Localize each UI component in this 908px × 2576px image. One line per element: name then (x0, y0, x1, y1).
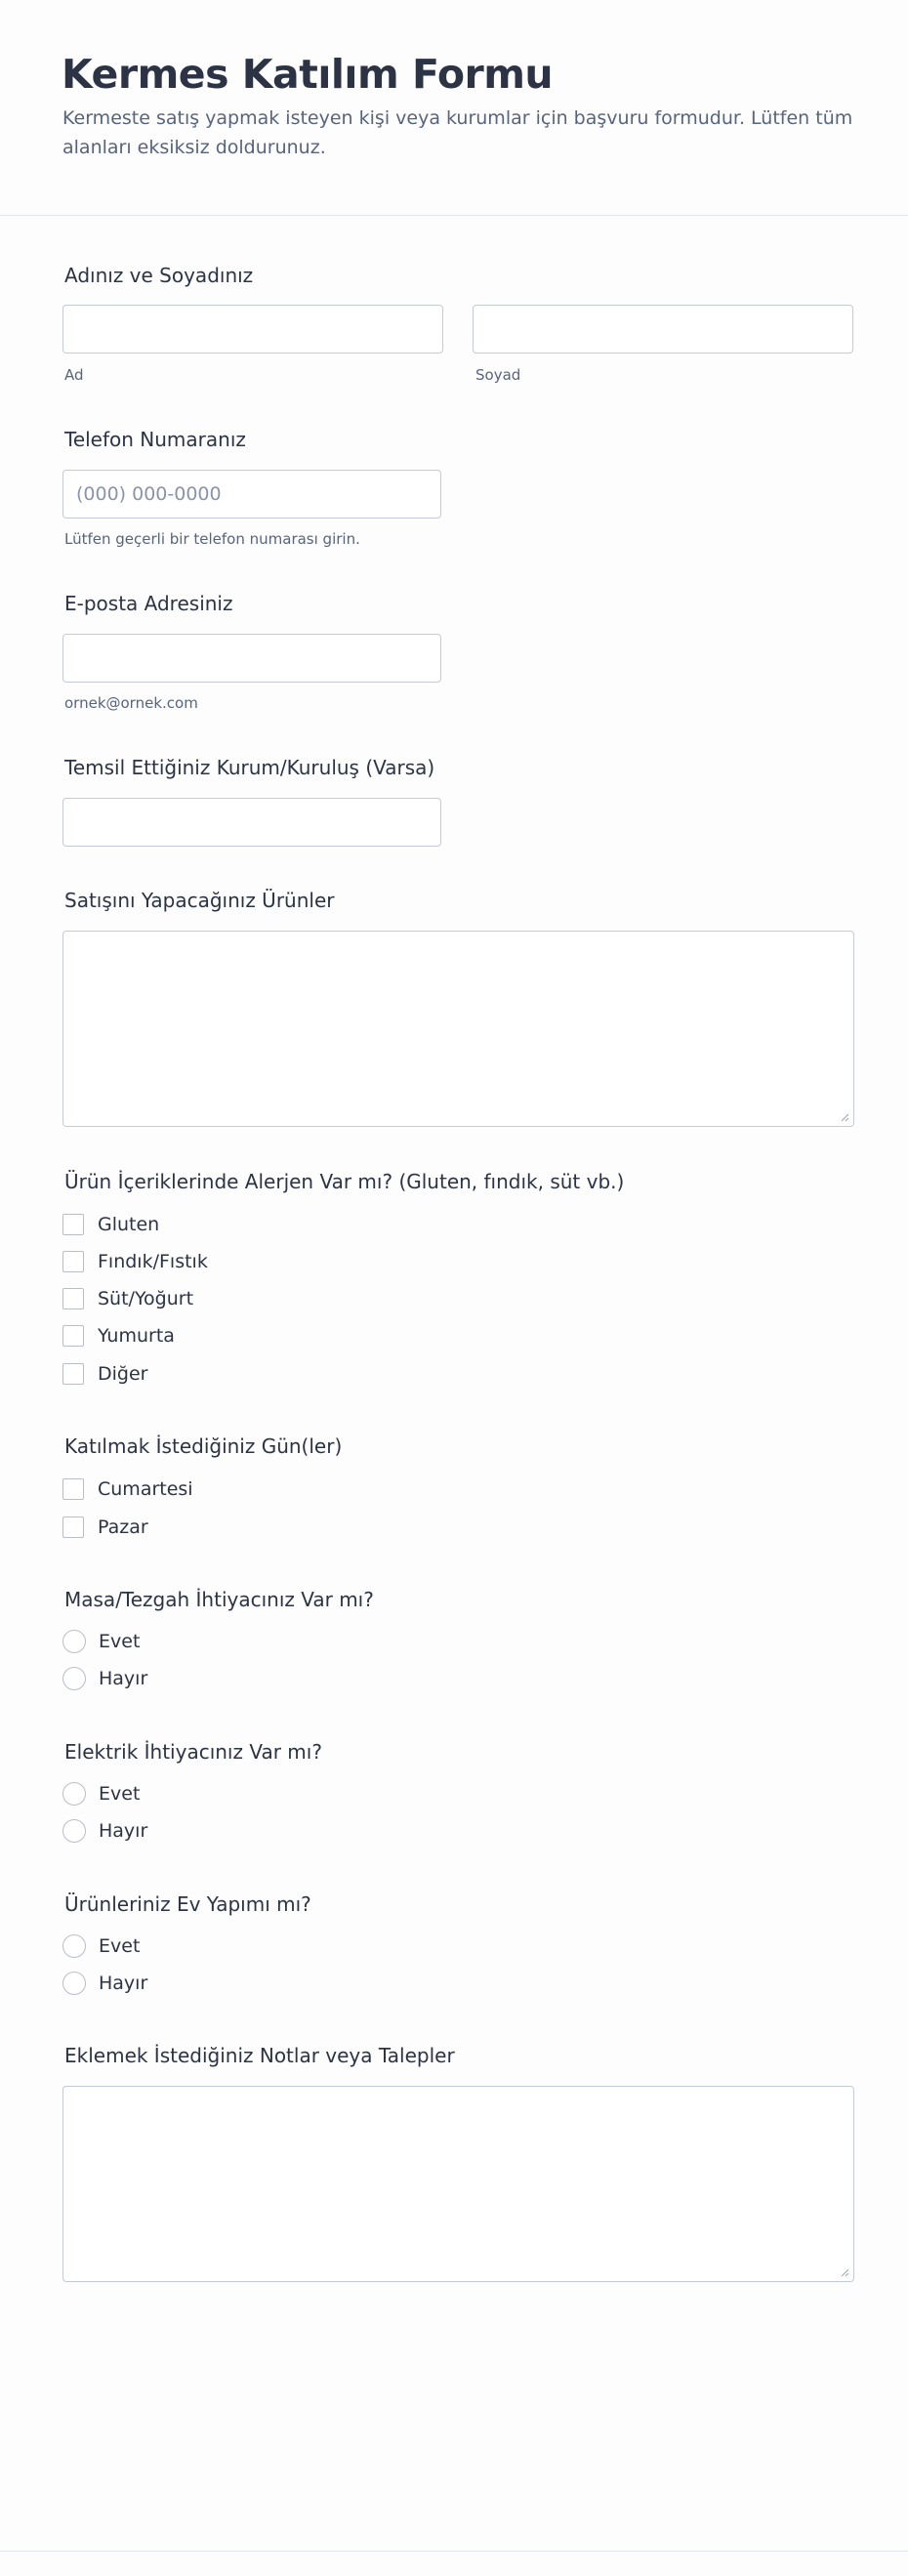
option-label: Pazar (98, 1517, 148, 1538)
email-sublabel: ornek@ornek.com (64, 694, 198, 712)
option-label: Hayır (99, 1820, 148, 1842)
allergens-label: Ürün İçeriklerinde Alerjen Var mı? (Gluten, fındık, süt vb.) (64, 1170, 625, 1193)
footer-divider (0, 2551, 908, 2552)
first-name-sublabel: Ad (64, 366, 84, 384)
option-label: Fındık/Fıstık (98, 1251, 208, 1272)
option-label: Süt/Yoğurt (98, 1288, 194, 1309)
checkbox[interactable] (62, 1478, 84, 1500)
radio-button[interactable] (62, 1630, 86, 1653)
day-option-sunday[interactable] (62, 1516, 148, 1539)
option-label: Evet (99, 1631, 141, 1652)
checkbox[interactable] (62, 1363, 84, 1385)
resize-grip-icon[interactable] (840, 2267, 849, 2277)
option-label: Evet (99, 1935, 141, 1957)
allergen-option-egg[interactable] (62, 1324, 175, 1348)
form-header (0, 0, 908, 216)
phone-input[interactable] (62, 470, 441, 519)
last-name-input[interactable] (473, 305, 853, 353)
resize-grip-icon[interactable] (840, 1112, 849, 1122)
option-label: Evet (99, 1783, 141, 1805)
electricity-need-option-yes[interactable] (62, 1782, 140, 1806)
option-label: Diğer (98, 1363, 148, 1385)
phone-label: Telefon Numaranız (64, 428, 246, 451)
radio-button[interactable] (62, 1972, 86, 1995)
option-label: Cumartesi (98, 1478, 193, 1500)
table-need-option-yes[interactable] (62, 1630, 140, 1653)
day-option-saturday[interactable] (62, 1477, 193, 1501)
products-label: Satışını Yapacağınız Ürünler (64, 889, 335, 912)
homemade-option-yes[interactable] (62, 1934, 140, 1958)
form-description: Kermeste satış yapmak isteyen kişi veya kurumlar için başvuru formudur. Lütfen tüm alanları eksiksiz doldurunuz. (62, 107, 853, 158)
phone-sublabel: Lütfen geçerli bir telefon numarası girin. (64, 530, 360, 548)
allergen-option-nuts[interactable] (62, 1250, 208, 1273)
option-label: Gluten (98, 1214, 160, 1235)
option-label: Hayır (99, 1668, 148, 1689)
last-name-sublabel: Soyad (475, 366, 521, 384)
allergen-option-dairy[interactable] (62, 1287, 193, 1310)
notes-textarea[interactable] (62, 2086, 854, 2282)
email-input[interactable] (62, 634, 441, 683)
checkbox[interactable] (62, 1517, 84, 1538)
checkbox[interactable] (62, 1251, 84, 1272)
products-textarea[interactable] (62, 931, 854, 1127)
radio-button[interactable] (62, 1819, 86, 1843)
radio-button[interactable] (62, 1934, 86, 1958)
electricity-need-label: Elektrik İhtiyacınız Var mı? (64, 1740, 322, 1764)
table-need-label: Masa/Tezgah İhtiyacınız Var mı? (64, 1588, 374, 1611)
organization-input[interactable] (62, 798, 441, 847)
homemade-option-no[interactable] (62, 1972, 147, 1995)
notes-label: Eklemek İstediğiniz Notlar veya Talepler (64, 2044, 455, 2067)
email-label: E-posta Adresiniz (64, 592, 233, 615)
checkbox[interactable] (62, 1214, 84, 1235)
radio-button[interactable] (62, 1667, 86, 1690)
checkbox[interactable] (62, 1325, 84, 1347)
table-need-option-no[interactable] (62, 1667, 147, 1690)
radio-button[interactable] (62, 1782, 86, 1806)
allergen-option-other[interactable] (62, 1362, 147, 1386)
allergen-option-gluten[interactable] (62, 1213, 159, 1236)
checkbox[interactable] (62, 1288, 84, 1309)
first-name-input[interactable] (62, 305, 443, 353)
days-label: Katılmak İstediğiniz Gün(ler) (64, 1434, 343, 1458)
option-label: Hayır (99, 1973, 148, 1994)
option-label: Yumurta (98, 1325, 175, 1347)
name-label: Adınız ve Soyadınız (64, 264, 254, 287)
form-title: Kermes Katılım Formu (62, 51, 554, 98)
homemade-label: Ürünleriniz Ev Yapımı mı? (64, 1892, 311, 1916)
electricity-need-option-no[interactable] (62, 1819, 147, 1843)
organization-label: Temsil Ettiğiniz Kurum/Kuruluş (Varsa) (64, 756, 435, 779)
